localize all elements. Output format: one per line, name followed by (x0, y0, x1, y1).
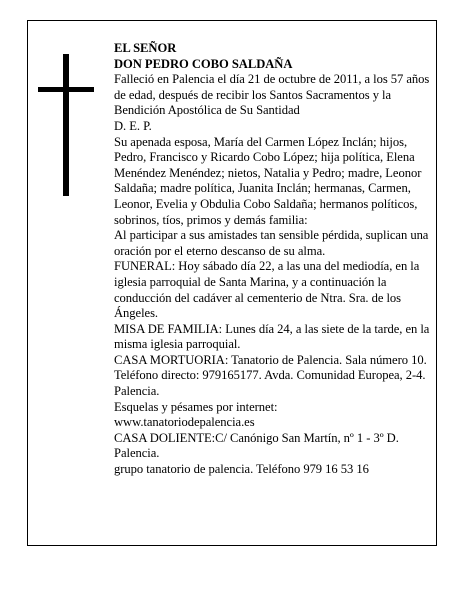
prayer-request: Al participar a sus amistades tan sensible pérdida, suplican una oración por el eterno descanso de su alma. (114, 228, 429, 258)
latin-cross-icon (38, 54, 94, 196)
dep-line: D. E. P. (114, 118, 152, 133)
title-line-1: EL SEÑOR (114, 41, 177, 55)
family-mass-details: MISA DE FAMILIA: Lunes día 24, a las siete de la tarde, en la misma iglesia parroquial. (114, 321, 430, 352)
notice-text (114, 41, 430, 478)
internet-label: Esquelas y pésames por internet: (114, 399, 278, 414)
funeral-details: FUNERAL: Hoy sábado día 22, a las una del mediodía, en la iglesia parroquial de Santa Marina, y a continuación la conducción del cadáver al cementerio de Ntra. Sra. de los Ángeles. (114, 259, 420, 321)
deceased-name: DON PEDRO COBO SALDAÑA (114, 56, 293, 71)
family-list: Su apenada esposa, María del Carmen López Inclán; hijos, Pedro, Francisco y Ricardo Cobo López; hija política, Elena Menéndez Menéndez; nietos, Natalia y Pedro; madre, Leonor Saldaña; madre política, Juanita Inclán; hermanas, Carmen, Leonor, Evelia y Obdulia Cobo Saldaña; hermanos políticos, sobrinos, tíos, primos y demás familia: (114, 134, 422, 227)
cross-vertical-bar (63, 54, 69, 196)
cross-horizontal-bar (38, 87, 94, 92)
death-announcement: Falleció en Palencia el día 21 de octubre de 2011, a los 57 años de edad, después de recibir los Santos Sacramentos y la Bendición Apostólica de Su Santidad (114, 72, 430, 118)
website-link: www.tanatoriodepalencia.es (114, 415, 255, 430)
mortuary-details: CASA MORTUORIA: Tanatorio de Palencia. Sala número 10. Teléfono directo: 979165177. Avda. Comunidad Europea, 2-4. Palencia. (114, 352, 427, 399)
grieving-house-details: CASA DOLIENTE:C/ Canónigo San Martín, nº 1 - 3º D. Palencia. (114, 430, 399, 461)
footer-contact: grupo tanatorio de palencia. Teléfono 979 16 53 16 (114, 462, 369, 477)
